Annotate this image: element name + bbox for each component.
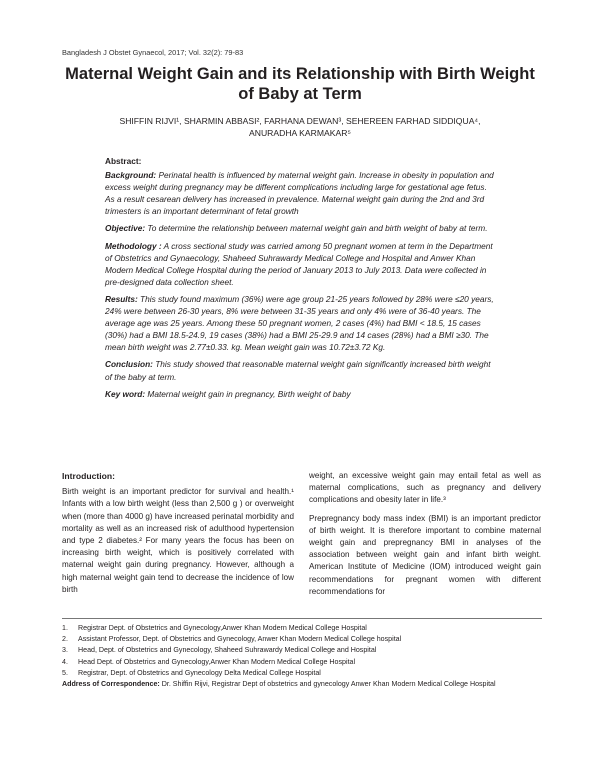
footnote-number: 2. [62, 635, 68, 644]
address-label: Address of Correspondence: [62, 680, 160, 689]
footnote-number: 3. [62, 646, 68, 655]
methodology-label: Methodology : [105, 240, 162, 251]
results-label: Results: [105, 293, 138, 304]
abstract-conclusion [105, 358, 497, 382]
conclusion-label: Conclusion: [105, 359, 153, 370]
abstract-results [105, 293, 497, 353]
footnote-number: 1. [62, 624, 68, 632]
abstract-keywords [105, 388, 497, 400]
footnote-text: Head Dept. of Obstetrics and Gynecology,Anwer Khan Modern Medical College Hospital [78, 657, 356, 666]
abstract-heading: Abstract: [105, 156, 142, 166]
authors-line-1: SHIFFIN RIJVI¹, SHARMIN ABBASI², FARHANA DEWAN³, SEHEREEN FARHAD SIDDIQUA⁴, [119, 116, 481, 126]
introduction-paragraph-2: weight, an excessive weight gain may entail fetal as well as maternal complications, such as pregnancy and delivery complications and obesity later in life.³ [309, 471, 541, 505]
authors-line-2: ANURADHA KARMAKAR⁵ [249, 128, 351, 138]
left-column [62, 470, 294, 602]
introduction-paragraph-1: Birth weight is an important predictor for survival and health.¹ Infants with a low birth weight (less than 2,500 g ) or overweight when (more than 4000 g) have increased perinatal morbidity and mortality as well as an increased risk of adulthood hypertension and type 2 diabetes.² For many years the focus has been on increasing birth weight, which is positively correlated with maternal weight gain during pregnancy. However, although a high maternal weight gain tend to decrease the incidence of low birth [62, 487, 294, 594]
footnote-item [62, 668, 542, 679]
correspondence-address [62, 679, 542, 690]
results-text: This study found maximum (36%) were age group 21-25 years followed by 28% were ≤20 years, 24% were between 26-30 years, 8% were between 31-35 years and only 4% were of 36-40 years. The average age was 25 years. Among these 50 pregnant women, 2 cases (4%) had BMI < 18.5, 15 cases (30%) had a BMI 18.5-24.9, 19 cases (38%) had a BMI 25-29.9 and 14 cases (28%) had a BMI ≥30. The mean birth weight was 2.77±0.33. kg. Mean weight gain was 10.72±3.72 Kg. [105, 293, 494, 353]
objective-label: Objective: [105, 223, 146, 234]
footnote-text: Registrar, Dept. of Obstetrics and Gynecology Delta Medical College Hospital [78, 668, 321, 677]
introduction-paragraph-3: Prepregnancy body mass index (BMI) is an important predictor of birth weight. It is therefore important to combine maternal weight gain and prepregnancy BMI in analyses of the association between weight gain and infant birth weight. American Institute of Medicine (IOM) introduced weight gain recommendations for pregnant women with different recommendations for [309, 513, 541, 596]
footnote-text: Registrar Dept. of Obstetrics and Gynecology,Anwer Khan Modern Medical College Hospital [78, 624, 367, 632]
author-list [62, 115, 538, 139]
footnotes [62, 618, 542, 690]
abstract-methodology [105, 240, 497, 288]
keyword-text: Maternal weight gain in pregnancy, Birth weight of baby [145, 388, 351, 399]
footnote-text: Assistant Professor, Dept. of Obstetrics and Gynecology, Anwer Khan Modern Medical College hospital [78, 635, 402, 644]
footnote-item [62, 623, 542, 634]
footnote-number: 5. [62, 668, 68, 677]
abstract-objective [105, 222, 497, 234]
footnote-text: Head, Dept. of Obstetrics and Gynecology, Shaheed Suhrawardy Medical College and Hospital [78, 646, 377, 655]
journal-reference: Bangladesh J Obstet Gynaecol, 2017; Vol. 32(2): 79-83 [62, 48, 244, 57]
abstract-block [105, 155, 497, 405]
objective-text: To determine the relationship between maternal weight gain and birth weight of baby at term. [145, 223, 488, 234]
abstract-background [105, 169, 497, 217]
right-column [309, 470, 541, 604]
footnote-item [62, 645, 542, 656]
footnote-item [62, 634, 542, 645]
background-label: Background: [105, 170, 157, 181]
keyword-label: Key word: [105, 388, 146, 399]
conclusion-text: This study showed that reasonable maternal weight gain significantly increased birth weight of the baby at term. [105, 359, 491, 382]
background-text: Perinatal health is influenced by maternal weight gain. Increase in obesity in population and excess weight during pregnancy may be different complications including large for gestational age fetus. As a result cesarean delivery has increased in prevalence. Maternal weight gain during the 2nd and 3rd trimesters is an important determinant of fetal growth [105, 170, 494, 217]
methodology-text: A cross sectional study was carried among 50 pregnant women at term in the Department of Obstetrics and Gynaecology, Shaheed Suhrawardy Medical College and Hospital and Anwer Khan Modern Medical College Hospital during the period of January 2013 to July 2013. Data were collected in pre-designed data collection sheet. [105, 240, 493, 287]
address-text: Dr. Shiffin Rijvi, Registrar Dept of obstetrics and gynecology Anwer Khan Modern Medical College Hospital [159, 680, 496, 689]
footnote-item [62, 657, 542, 668]
article-title: Maternal Weight Gain and its Relationship with Birth Weight of Baby at Term [65, 65, 535, 103]
footnote-number: 4. [62, 657, 68, 666]
introduction-heading: Introduction: [62, 471, 115, 481]
